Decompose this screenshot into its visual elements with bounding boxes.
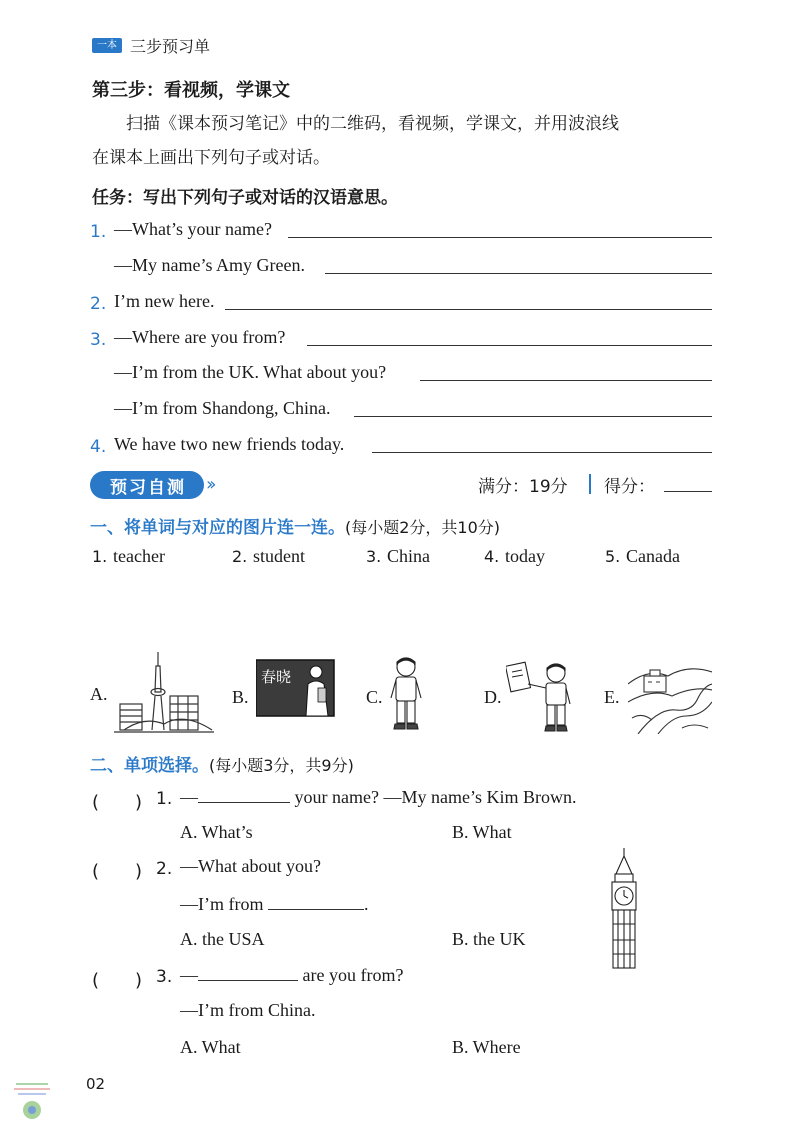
board-text: 春晓	[261, 668, 292, 686]
word-item	[366, 546, 430, 567]
fill-blank[interactable]	[198, 786, 290, 803]
option-a[interactable]: A. What	[180, 1037, 241, 1057]
score-divider	[589, 474, 591, 494]
teacher-blackboard-icon	[256, 658, 336, 718]
word-item	[605, 546, 680, 567]
answer-line[interactable]	[354, 416, 712, 417]
question-post: .	[363, 894, 369, 914]
word-item	[92, 546, 165, 567]
part2-note: (每小题3分，共9分)	[209, 756, 354, 775]
item-number: 4.	[90, 437, 107, 457]
word-number: 1.	[92, 547, 108, 566]
student-boy-icon	[388, 656, 424, 734]
option-a[interactable]: A. What’s	[180, 822, 253, 842]
item-sentence: —My name’s Amy Green.	[114, 255, 305, 275]
question-number: 3.	[156, 967, 173, 987]
question-text-line2	[180, 893, 368, 915]
word-number: 4.	[484, 547, 500, 566]
question-rest: your name? —My name’s Kim Brown.	[290, 787, 577, 807]
item-sentence: —Where are you from?	[114, 327, 286, 347]
pill-char: 自	[148, 477, 165, 498]
answer-line[interactable]	[325, 273, 712, 274]
fill-blank[interactable]	[268, 893, 364, 910]
answer-line[interactable]	[372, 452, 712, 453]
option-b[interactable]: B. What	[452, 822, 512, 842]
word-text: Canada	[626, 546, 680, 566]
part1-title	[90, 513, 500, 538]
part1-note: (每小题2分，共10分)	[345, 518, 501, 537]
picture-label: A.	[90, 684, 108, 704]
answer-line[interactable]	[307, 345, 712, 346]
part1-title-text: 一、将单词与对应的图片连一连。	[90, 518, 345, 538]
answer-line[interactable]	[420, 380, 712, 381]
answer-parentheses[interactable]: ( )	[92, 792, 143, 813]
picture-label: B.	[232, 687, 249, 707]
watermark-logo-icon	[10, 1080, 54, 1124]
pill-char: 测	[167, 477, 184, 498]
full-score-label: 满分：19分	[478, 477, 568, 497]
big-ben-icon	[606, 848, 642, 970]
picture-label: C.	[366, 687, 383, 707]
boy-holding-book-icon	[506, 660, 576, 734]
item-number: 1.	[90, 222, 107, 242]
item-sentence: —What’s your name?	[114, 219, 272, 239]
step3-heading: 第三步：看视频，学课文	[92, 80, 290, 101]
question-text: —What about you?	[180, 856, 321, 876]
item-number: 3.	[90, 330, 107, 350]
pill-char: 预	[110, 477, 127, 498]
option-b[interactable]: B. the UK	[452, 929, 526, 949]
item-number: 2.	[90, 294, 107, 314]
question-text	[180, 786, 576, 808]
item-sentence: We have two new friends today.	[114, 434, 345, 454]
answer-parentheses[interactable]: ( )	[92, 970, 143, 991]
question-text	[180, 964, 403, 986]
picture-label: E.	[604, 687, 620, 707]
item-sentence: I’m new here.	[114, 291, 215, 311]
step3-paragraph-line1: 扫描《课本预习笔记》中的二维码，看视频，学课文，并用波浪线	[126, 114, 619, 134]
pill-char: 习	[129, 477, 146, 498]
selftest-pill	[90, 471, 204, 499]
word-text: China	[387, 546, 430, 566]
word-text: student	[253, 546, 305, 566]
great-wall-icon	[628, 658, 712, 734]
header-title: 三步预习单	[130, 37, 211, 56]
word-number: 2.	[232, 547, 248, 566]
word-item	[484, 546, 545, 567]
part2-title-text: 二、单项选择。	[90, 756, 209, 776]
task-heading: 任务：写出下列句子或对话的汉语意思。	[92, 188, 398, 208]
cn-tower-skyline-icon	[114, 652, 216, 734]
question-text-line2: —I’m from China.	[180, 1000, 316, 1020]
answer-parentheses[interactable]: ( )	[92, 861, 143, 882]
part2-title	[90, 751, 354, 776]
question-number: 1.	[156, 789, 173, 809]
option-a[interactable]: A. the USA	[180, 929, 265, 949]
option-b[interactable]: B. Where	[452, 1037, 521, 1057]
word-item	[232, 546, 305, 567]
item-sentence: —I’m from the UK. What about you?	[114, 362, 387, 382]
question-pre: —I’m from	[180, 894, 268, 914]
picture-label: D.	[484, 687, 502, 707]
brand-badge: 一本	[92, 38, 122, 53]
question-number: 2.	[156, 859, 173, 879]
got-score-label: 得分：	[604, 477, 655, 497]
page-number: 02	[86, 1075, 106, 1093]
word-text: today	[505, 546, 545, 566]
word-text: teacher	[113, 546, 165, 566]
question-dash: —	[180, 965, 198, 985]
question-dash: —	[180, 787, 198, 807]
step3-paragraph-line2: 在课本上画出下列句子或对话。	[92, 148, 330, 168]
fill-blank[interactable]	[198, 964, 298, 981]
word-number: 3.	[366, 547, 382, 566]
item-sentence: —I’m from Shandong, China.	[114, 398, 331, 418]
score-blank[interactable]	[664, 491, 712, 492]
answer-line[interactable]	[225, 309, 712, 310]
double-chevron-icon: ››	[206, 474, 213, 495]
answer-line[interactable]	[288, 237, 712, 238]
question-rest: are you from?	[298, 965, 404, 985]
word-number: 5.	[605, 547, 621, 566]
